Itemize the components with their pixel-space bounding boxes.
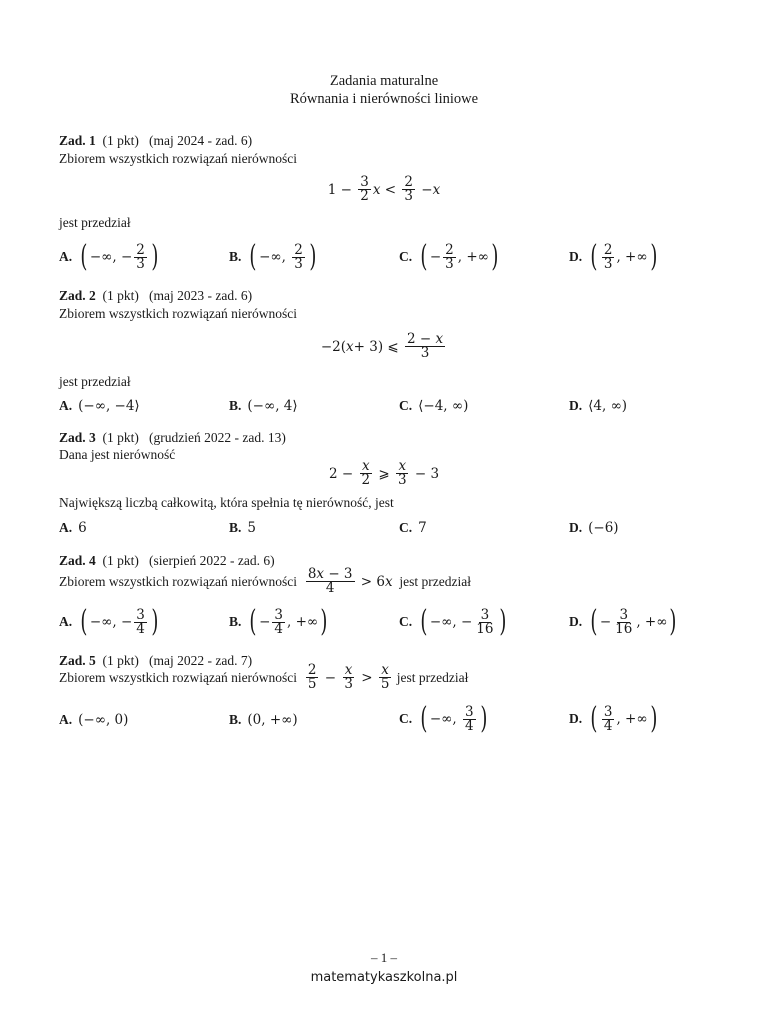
task-2-option-b[interactable]: B. (−∞, 4⟩ (229, 398, 298, 414)
task-label: Zad. 2 (59, 288, 96, 303)
task-source: (sierpień 2022 - zad. 6) (149, 553, 275, 568)
page-number: – 1 – (371, 950, 397, 965)
task-4-option-c[interactable]: C. ( −∞, − $\frac{3}{16}$ ) (399, 604, 507, 639)
task-2-equation: −2( x + 3) ⩽ $\frac{2 - x}{3}$ (320, 331, 444, 361)
task-5-prompt: Zbiorem wszystkich rozwiązań nierówności (59, 669, 298, 685)
task-points: (1 pkt) (102, 288, 139, 303)
task-3-option-a[interactable]: A. 6 (59, 520, 87, 536)
task-points: (1 pkt) (102, 430, 139, 445)
task-4-equation: $\frac{8x - 3}{4}$ > 6 x (307, 566, 393, 596)
task-5-option-a[interactable]: A. (−∞, 0) (59, 712, 129, 728)
task-5-prompt-line (59, 664, 468, 691)
task-3-prompt: Dana jest nierówność (59, 447, 176, 462)
task-source: (maj 2024 - zad. 6) (149, 133, 253, 148)
task-2-header (59, 288, 252, 304)
task-1-option-c[interactable]: C. ( − $\frac{2}{3}$ , +∞ ) (399, 239, 499, 274)
task-3-after: Największą liczbą całkowitą, która spełnia tę nierówność, jest (59, 495, 394, 510)
task-1-prompt: Zbiorem wszystkich rozwiązań nierówności (59, 151, 298, 166)
task-source: (maj 2023 - zad. 6) (149, 288, 253, 303)
task-1-header (59, 133, 252, 149)
task-5-equation: $\frac{2}{5}$ − $\frac{x}{3}$ > $\frac{x}{5}$ (307, 662, 390, 692)
task-3-option-d[interactable]: D. (−6) (569, 520, 619, 536)
task-1-option-b[interactable]: B. ( −∞, $\frac{2}{3}$ ) (229, 239, 317, 274)
task-2-option-d[interactable]: D. ⟨4, ∞) (569, 398, 628, 414)
task-points: (1 pkt) (102, 653, 139, 668)
task-4-option-d[interactable]: D. ( − $\frac{3}{16}$ , +∞ ) (569, 604, 677, 639)
task-5-option-b[interactable]: B. (0, +∞) (229, 712, 298, 728)
task-3-header (59, 430, 286, 446)
task-2-option-a[interactable]: A. (−∞, −4⟩ (59, 398, 140, 414)
task-source: (maj 2022 - zad. 7) (149, 653, 253, 668)
footer-site[interactable]: matematykaszkolna.pl (310, 970, 458, 985)
task-label: Zad. 3 (59, 430, 96, 445)
task-4-prompt: Zbiorem wszystkich rozwiązań nierówności (59, 573, 298, 589)
task-2-option-c[interactable]: C. ⟨−4, ∞) (399, 398, 469, 414)
task-source: (grudzień 2022 - zad. 13) (149, 430, 286, 445)
task-label: Zad. 4 (59, 553, 96, 568)
task-1-option-d[interactable]: D. ( $\frac{2}{3}$ , +∞ ) (569, 239, 657, 274)
task-4-after: jest przedział (399, 573, 471, 589)
task-1-after: jest przedział (59, 215, 131, 230)
task-5-after: jest przedział (396, 669, 469, 685)
page-subtitle: Równania i nierówności liniowe (289, 91, 479, 107)
page-title: Zadania maturalne (329, 73, 439, 89)
task-2-prompt: Zbiorem wszystkich rozwiązań nierówności (59, 306, 298, 321)
task-4-option-a[interactable]: A. ( −∞, − $\frac{3}{4}$ ) (59, 604, 159, 639)
task-5-option-c[interactable]: C. ( −∞, $\frac{3}{4}$ ) (399, 701, 487, 736)
task-1-option-a[interactable]: A. ( −∞, − $\frac{2}{3}$ ) (59, 239, 159, 274)
task-4-prompt-line (59, 568, 471, 595)
task-4-header (59, 553, 275, 569)
task-4-option-b[interactable]: B. ( − $\frac{3}{4}$ , +∞ ) (229, 604, 328, 639)
task-points: (1 pkt) (102, 133, 139, 148)
task-3-equation: 2 − $\frac{x}{2}$ ⩾ $\frac{x}{3}$ − 3 (328, 458, 440, 488)
task-3-option-b[interactable]: B. 5 (229, 520, 256, 536)
task-points: (1 pkt) (102, 553, 139, 568)
task-5-option-d[interactable]: D. ( $\frac{3}{4}$ , +∞ ) (569, 701, 657, 736)
task-3-option-c[interactable]: C. 7 (399, 520, 427, 536)
task-label: Zad. 1 (59, 133, 96, 148)
task-2-after: jest przedział (59, 374, 131, 389)
task-label: Zad. 5 (59, 653, 96, 668)
task-1-equation: 1 − $\frac{3}{2}$ x < $\frac{2}{3}$ − x (327, 174, 441, 204)
